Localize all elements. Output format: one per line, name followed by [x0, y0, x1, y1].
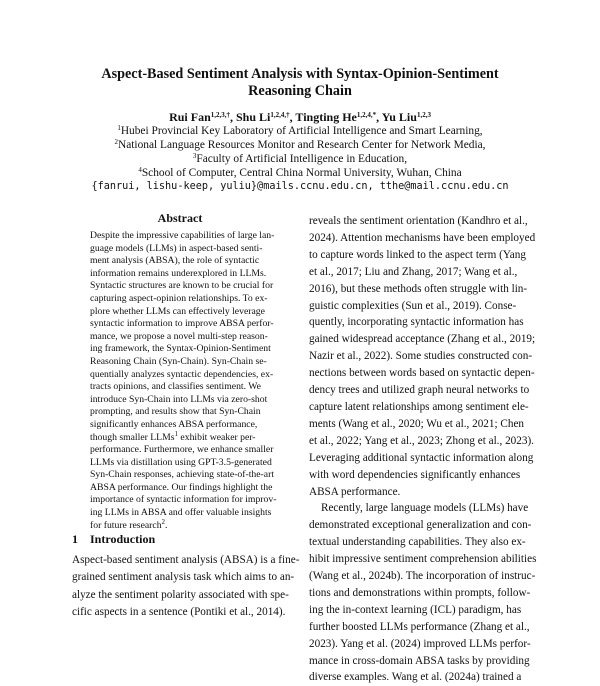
- body-line: mance in cross-domain ABSA tasks by providing: [309, 654, 530, 667]
- body-line: guistic complexities (Sun et al., 2019). Conse-: [309, 299, 517, 312]
- footnote-marker[interactable]: 2: [161, 517, 166, 526]
- body-line: Leveraging additional syntactic information along: [309, 451, 534, 464]
- abstract-line: syntactic information to improve ABSA perfor-: [90, 318, 274, 330]
- body-line: et al., 2022; Yang et al., 2023; Zhong et al., 2023).: [309, 434, 534, 447]
- abstract-line: importance of syntactic information for improv-: [90, 494, 277, 506]
- body-line: tions and demonstrations within prompts, follow-: [309, 586, 531, 599]
- abstract-line: ABSA performance. Our findings highlight the: [90, 481, 273, 493]
- body-line: further boosted LLMs performance (Zhang et al.,: [309, 620, 530, 633]
- abstract-line: though smaller LLMs$^1$ exhibit weaker per-: [90, 429, 256, 443]
- abstract-body: [90, 230, 277, 532]
- abstract-line: Syn-Chain responses, achieving state-of-the-art: [90, 469, 275, 481]
- paper-title-line-2: Reasoning Chain: [248, 83, 352, 99]
- body-line: Recently, large language models (LLMs) have: [321, 502, 529, 515]
- abstract-line: significantly enhances ABSA performance,: [90, 418, 258, 430]
- abstract-line: ing LLMs in ABSA and offer valuable insights: [90, 507, 272, 519]
- abstract-line: Syntactic structures are known to be crucial for: [90, 280, 274, 292]
- abstract-line: tracts opinions, and classifies sentiment. We: [90, 381, 261, 393]
- author-name: Shu Li: [236, 110, 271, 124]
- abstract-line: ment analysis (ABSA), the role of syntactic: [90, 255, 260, 267]
- abstract-line: information remains underexplored in LLMs.: [90, 267, 267, 279]
- intro-line: Aspect-based sentiment analysis (ABSA) is a fine-: [72, 554, 300, 566]
- body-line: 2023). Yang et al. (2024) improved LLMs perfor-: [309, 637, 531, 650]
- affiliation-line: $^3$Faculty of Artificial Intelligence in Education,: [192, 152, 408, 165]
- intro-line: grained sentiment analysis task which aims to an-: [72, 571, 295, 584]
- author-list: Rui Fan$^{1,2,3,\dagger}$, Shu $Li^{1,2,4,\dagger}$, Tingting $He^{1,2,4,*}$, Yu Liu$^{1,2,3}$: [169, 110, 431, 124]
- author-name: Tingting He: [295, 110, 357, 124]
- abstract-line: introduce Syn-Chain into LLMs via zero-shot: [90, 393, 268, 405]
- body-line: (Wang et al., 2024b). The incorporation of instruc-: [309, 570, 536, 583]
- intro-line: cific aspects in a sentence (Pontiki et al., 2014).: [72, 605, 286, 618]
- body-line: capture latent relationships among sentiment ele-: [309, 400, 529, 413]
- abstract-line: ing framework, the Syntax-Opinion-Sentiment: [90, 343, 271, 355]
- author-affiliation-marks: 1,2,4,†: [270, 111, 290, 119]
- body-line: ing the in-context learning (ICL) paradigm, has: [309, 603, 522, 616]
- footnote-marker[interactable]: 1: [174, 429, 178, 438]
- abstract-line: prompting, and results show that Syn-Chain: [90, 406, 261, 418]
- abstract-line: guage models (LLMs) in aspect-based senti-: [90, 242, 263, 254]
- body-line: quently, incorporating syntactic information has: [309, 316, 524, 329]
- intro-line: alyze the sentiment polarity associated with spe-: [72, 588, 289, 601]
- author-emails: {fanrui, lishu-keep, yuliu}@mails.ccnu.edu.cn, tthe@mail.ccnu.edu.cn: [91, 181, 509, 192]
- section-number: 1: [72, 532, 78, 546]
- body-line: Nazir et al., 2022). Some studies constructed con-: [309, 350, 533, 363]
- affiliation-line: $^2$National Language Resources Monitor and Research Center for Network Media,: [114, 138, 486, 151]
- abstract-line: Reasoning Chain (Syn-Chain). Syn-Chain se-: [90, 355, 267, 367]
- author-affiliation-marks: 1,2,3: [416, 111, 431, 119]
- affiliation-line: $^1$Hubei Provincial Key Laboratory of Artificial Intelligence and Smart Learning,: [117, 124, 483, 137]
- abstract-line: performance. Furthermore, we enhance smaller: [90, 444, 274, 456]
- affiliation-line: $^4$School of Computer, Central China Normal University, Wuhan, China: [138, 166, 462, 179]
- abstract-line: mance, we propose a novel multi-step reason-: [90, 330, 268, 342]
- body-line: to capture words linked to the aspect term (Yang: [309, 248, 526, 261]
- author-affiliation-marks: 1,2,3,†: [210, 111, 230, 119]
- body-line: demonstrated exceptional generalization and con-: [309, 519, 532, 532]
- body-line: with word dependencies significantly enhances: [309, 468, 521, 481]
- body-line: diverse examples. Wang et al. (2024a) trained a: [309, 671, 522, 684]
- author-name: Rui Fan: [169, 110, 211, 124]
- body-line: ABSA performance.: [309, 485, 401, 498]
- author-affiliation-marks: 1,2,4,*: [356, 111, 377, 119]
- section-heading-introduction: [72, 532, 155, 547]
- body-line: textual understanding capabilities. They also ex-: [309, 536, 526, 549]
- right-column-text: [309, 213, 535, 686]
- body-line: 2016), but these methods often struggle with lin-: [309, 282, 528, 295]
- abstract-line: quentially analyzes syntactic dependencies, ex-: [90, 368, 274, 380]
- body-line: ments (Wang et al., 2020; Wu et al., 2021; Chen: [309, 417, 525, 430]
- body-line: gained widespread acceptance (Zhang et al., 2019;: [309, 333, 536, 346]
- abstract-line: plore whether LLMs can effectively leverage: [90, 305, 265, 317]
- body-line: dency trees and utilized graph neural networks to: [309, 384, 530, 397]
- paper-title-line-1: Aspect-Based Sentiment Analysis with Syntax-Opinion-Sentiment: [101, 66, 499, 82]
- abstract-line: capturing aspect-opinion relationships. To ex-: [90, 292, 268, 304]
- section-title: Introduction: [90, 532, 156, 546]
- abstract-heading: Abstract: [157, 211, 203, 225]
- abstract-line: for future research$^2$.: [90, 517, 168, 531]
- abstract-line: Despite the impressive capabilities of large lan-: [90, 230, 275, 241]
- abstract-line: LLMs via distillation using GPT-3.5-generated: [90, 456, 272, 468]
- body-line: 2024). Attention mechanisms have been employed: [309, 231, 536, 244]
- body-line: hibit impressive sentiment comprehension abilities: [309, 553, 537, 566]
- body-line: et al., 2017; Liu and Zhang, 2017; Wang et al.,: [309, 265, 518, 278]
- body-line: reveals the sentiment orientation (Kandhro et al.,: [309, 215, 528, 227]
- author-name: Yu Liu: [381, 110, 417, 124]
- introduction-paragraph: [72, 552, 298, 621]
- body-line: nections between words based on syntactic depen-: [309, 367, 535, 380]
